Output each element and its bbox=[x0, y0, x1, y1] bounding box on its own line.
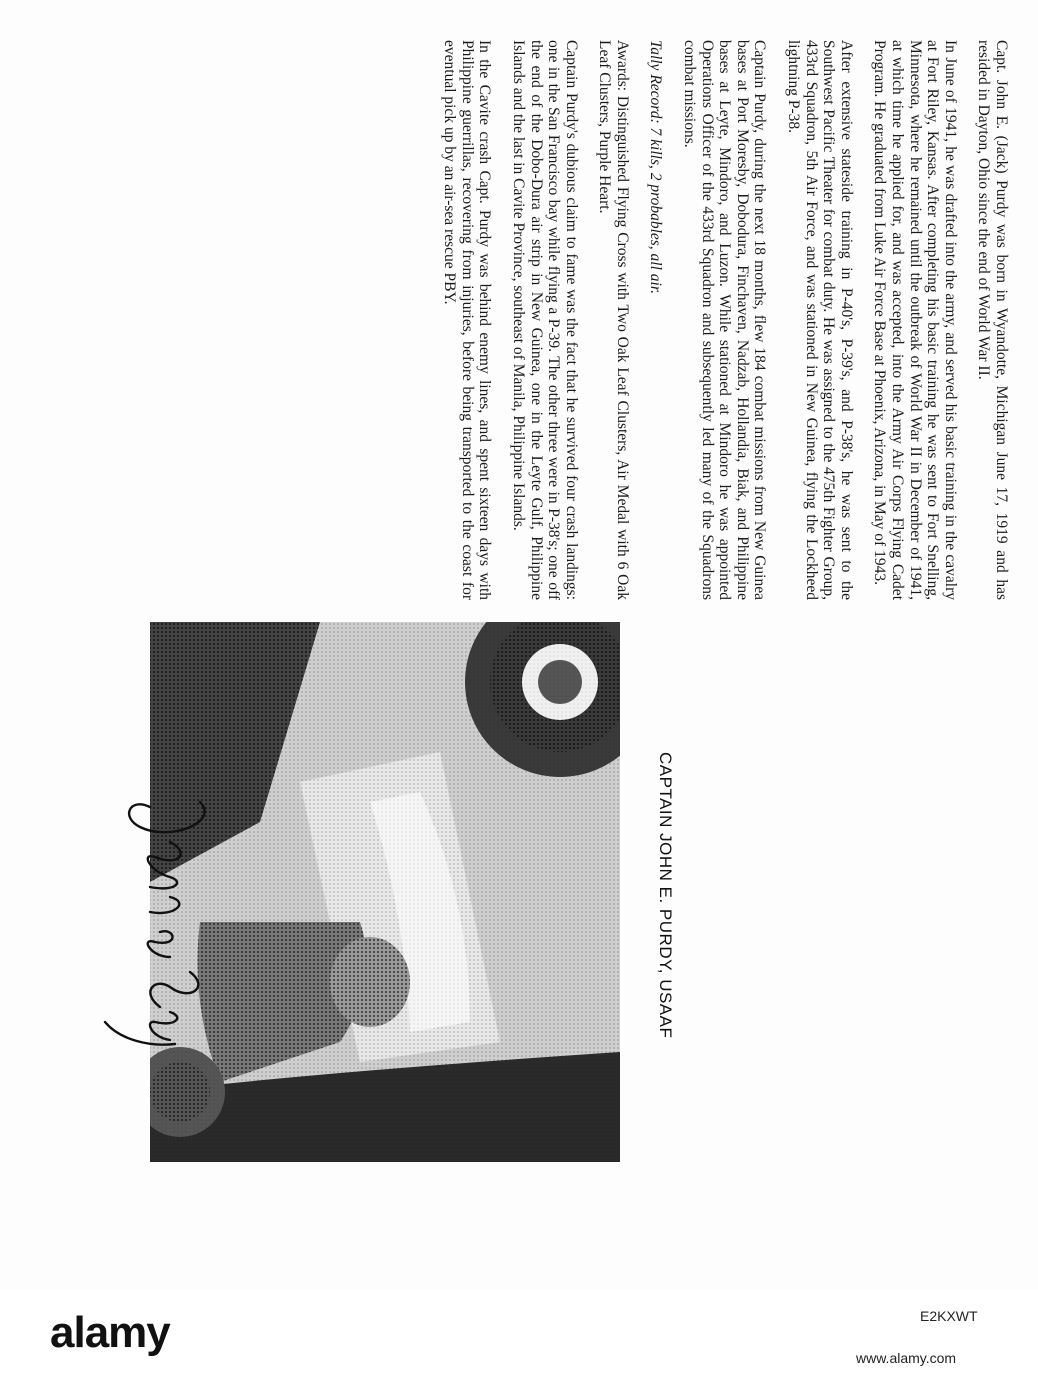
bio-paragraph: After extensive stateside training in P-40's, P-39's, and P-38's, he was sent to the Southwest Pacific Theater for combat duty. He was assigned to the 475th Fighter Group, 433rd Squadron, 5th Air Force, and was stationed in New Guinea, flying the Lockheed lightning P-38. bbox=[785, 40, 855, 600]
awards: Awards: Distinguished Flying Cross with Two Oak Leaf Clusters, Air Medal with 6 Oak Leaf Clusters, Purple Heart. bbox=[596, 40, 631, 600]
cavite-paragraph: In the Cavite crash Capt. Purdy was behind enemy lines, and spent sixteen days with Philippine guerrillas, recovering from injuries, before being transported to the coast for eventual pick up by an air-sea rescue PBY. bbox=[441, 40, 494, 600]
photo-caption: CAPTAIN JOHN E. PURDY, USAAF bbox=[656, 752, 675, 1039]
handwritten-signature bbox=[90, 782, 230, 1072]
stock-footer bbox=[0, 1290, 1038, 1390]
alamy-logo: alamy bbox=[50, 1308, 170, 1357]
bio-paragraph: Capt. John E. (Jack) Purdy was born in Wyandotte, Michigan June 17, 1919 and has resided in Dayton, Ohio since the end of World War II. bbox=[975, 40, 1010, 600]
tally-record: Tally Record: 7 kills, 2 probables, all air. bbox=[647, 40, 665, 295]
biography-text bbox=[425, 40, 1010, 600]
rotated-document bbox=[30, 12, 1010, 1272]
fame-paragraph: Captain Purdy's dubious claim to fame was the fact that he survived four crash landings: one in the San Francisco bay while flying a P-39. The other three were in P-38's; one off the end of the Dobo-Dura air strip in New Guinea, one in the Leyte Gulf, Philippine Islands and the last in Cavite Province, southeast of Manila, Philippine Islands. bbox=[509, 40, 580, 600]
site-url: www.alamy.com bbox=[856, 1350, 957, 1366]
bio-paragraph: Captain Purdy, during the next 18 months, flew 184 combat missions from New Guinea bases at Port Moresby, Dobodura, Finchaven, Nadzab, Hollandia, Biak, and Philippine bases at Leyte, Mindoro, and Luzon. While stationed at Mindoro he was appointed Operations Officer of the 433rd Squadron and subsequently led many of the Squadrons combat missions. bbox=[681, 40, 769, 600]
image-id: E2KXWT bbox=[920, 1308, 978, 1324]
bio-paragraph: In June of 1941, he was drafted into the army, and served his basic training in the cavalry at Fort Riley, Kansas. After completing his basic training he was sent to Fort Snelling, Minnesota, where he remained until the outbreak of World War II in December of 1941, at which time he applied for, and was accepted, into the Army Air Corps Flying Cadet Program. He graduated from Luke Air Force Base at Phoenix, Arizona, in May of 1943. bbox=[871, 40, 959, 600]
